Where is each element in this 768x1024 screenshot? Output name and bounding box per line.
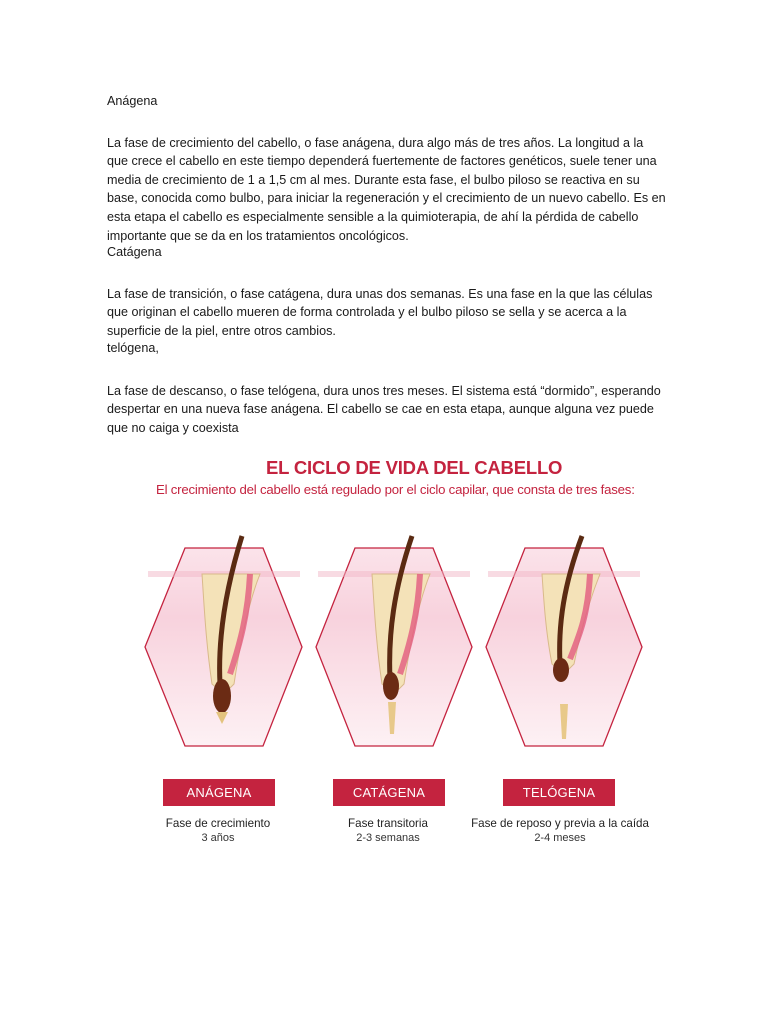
- anagena-hexagon: [145, 536, 302, 746]
- section-heading-anagena: Anágena: [107, 94, 158, 108]
- phase-desc-anagena: [128, 816, 308, 846]
- infographic-subtitle: El crecimiento del cabello está regulado por el ciclo capilar, que consta de tres fases:: [156, 482, 635, 497]
- phase-duration: 2-3 semanas: [356, 832, 420, 844]
- section-heading-catagena: Catágena: [107, 245, 162, 259]
- hair-phase-illustrations: [120, 534, 660, 760]
- phase-duration: 2-4 meses: [534, 832, 586, 844]
- hair-cycle-infographic: [140, 452, 649, 862]
- phase-duration: 3 años: [201, 832, 235, 844]
- section-body-catagena: La fase de transición, o fase catágena, dura unas dos semanas. Es una fase en la que las células que originan el cabello mueren de forma controlada y el bulbo piloso se sella y se acerca a la superficie de la piel, entre otros cambios.: [107, 286, 653, 338]
- phase-description: Fase transitoria: [348, 817, 428, 830]
- phase-label-catagena: CATÁGENA: [333, 779, 445, 806]
- section-heading-telogena: telógena,: [107, 341, 159, 355]
- phase-label-anagena: ANÁGENA: [163, 779, 275, 806]
- phase-desc-telogena: [465, 816, 655, 846]
- phase-description: Fase de crecimiento: [165, 817, 271, 830]
- phase-description: Fase de reposo y previa a la caída: [471, 817, 649, 830]
- infographic-title: EL CICLO DE VIDA DEL CABELLO: [266, 457, 563, 478]
- section-body-anagena: La fase de crecimiento del cabello, o fase anágena, dura algo más de tres años. La longitud a la que crece el cabello en este tiempo dependerá fuertemente de factores genéticos, suele tener una media de crecimiento de 1 a 1,5 cm al mes. Durante esta fase, el bulbo piloso se reactiva en su base, conocida como bulbo, para iniciar la regeneración y el crecimiento de un nuevo cabello. Es en esta etapa el cabello es especialmente sensible a la quimioterapia, de ahí la pérdida de cabello importante que se da en los tratamientos oncológicos.: [107, 135, 666, 243]
- phase-label-telogena: TELÓGENA: [503, 779, 615, 806]
- phase-desc-catagena: [298, 816, 478, 846]
- catagena-hexagon: [316, 536, 472, 746]
- section-body-telogena: La fase de descanso, o fase telógena, dura unos tres meses. El sistema está “dormido”, esperando despertar en una nueva fase anágena. El cabello se cae en esta etapa, aunque alguna vez puede que no caiga y coexista: [107, 383, 661, 435]
- telogena-hexagon: [486, 536, 642, 746]
